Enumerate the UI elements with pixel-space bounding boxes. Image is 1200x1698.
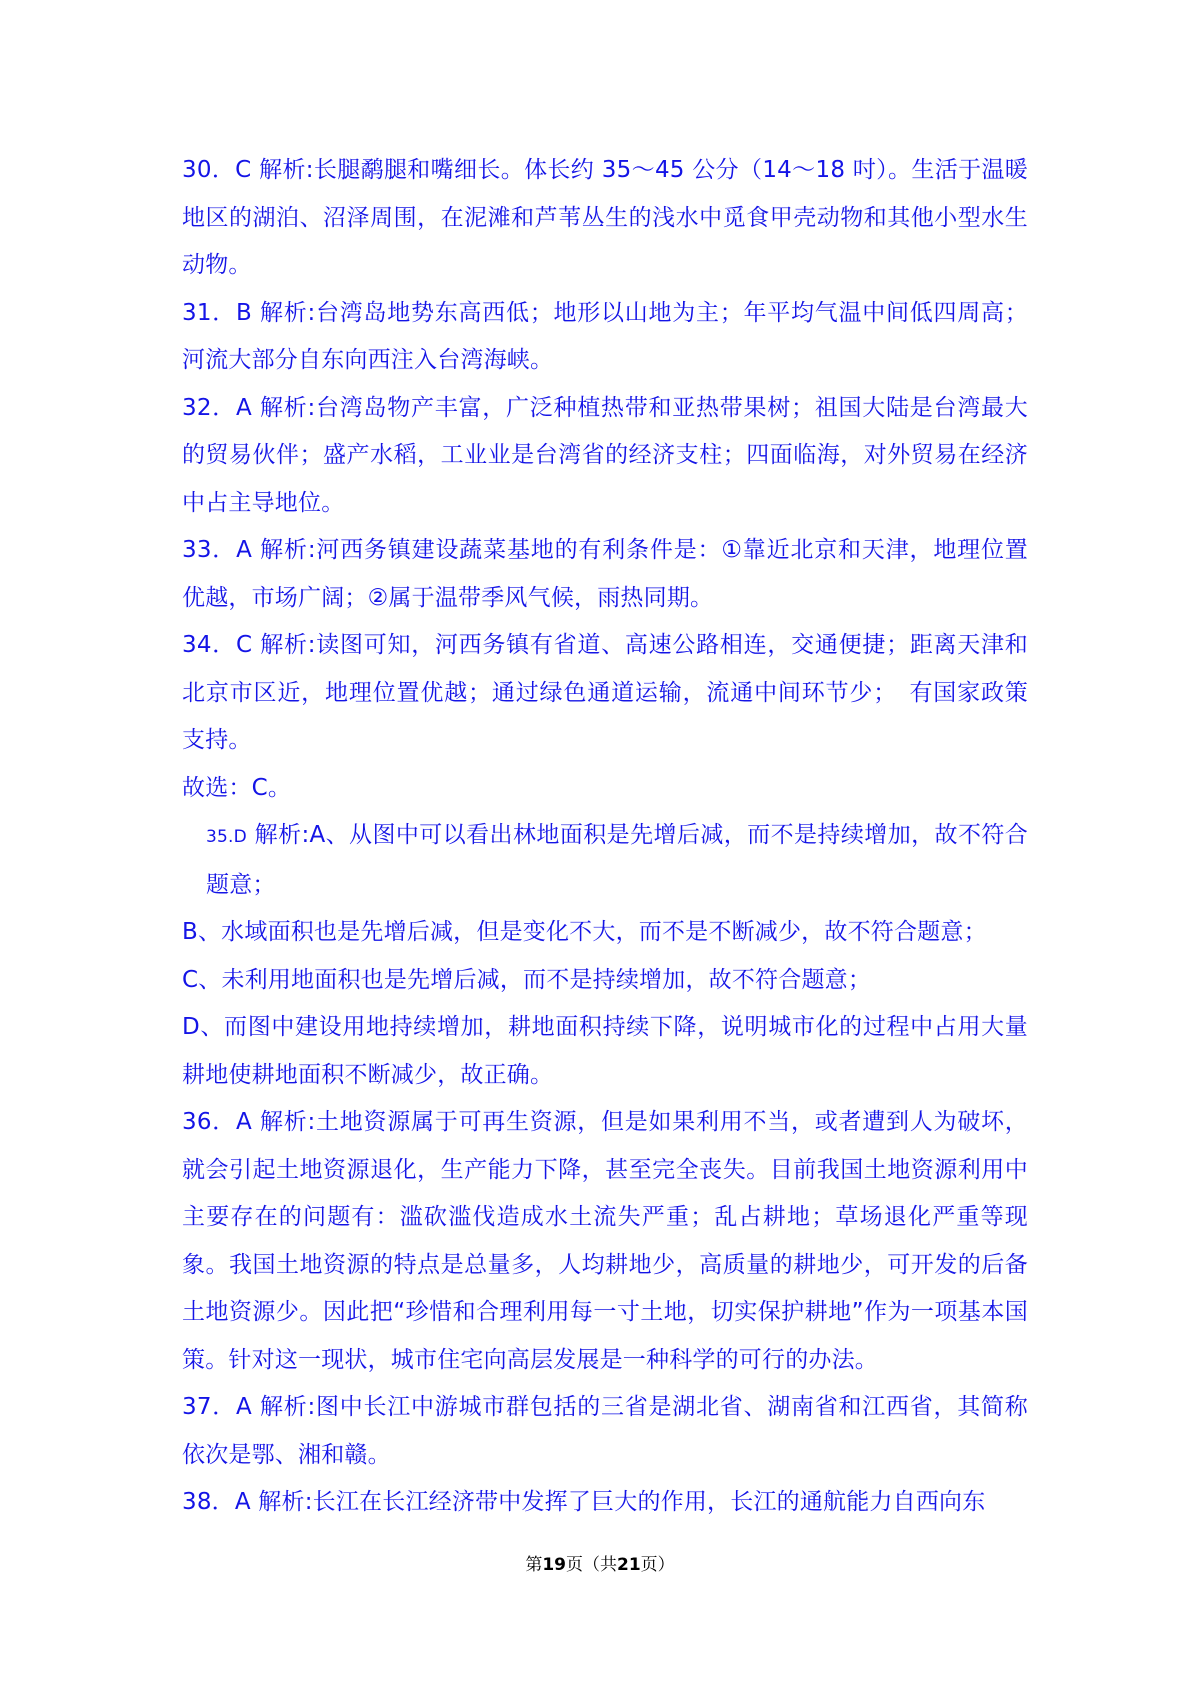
answer-35-option-b: B、水域面积也是先增后减，但是变化不大，而不是不断减少，故不符合题意；: [182, 919, 987, 945]
footer-suffix: 页）: [640, 1555, 675, 1575]
answer-30: 30．C 解析:长腿鹬腿和嘴细长。体长约 35～45 公分（14～18 吋）。生活于温暖地区的湖泊、沼泽周围，在泥滩和芦苇丛生的浅水中觅食甲壳动物和其他小型水生动物。: [182, 157, 1028, 278]
answer-35: [182, 812, 1028, 909]
answer-38: 38．A 解析:长江在长江经济带中发挥了巨大的作用，长江的通航能力自西向东: [182, 1489, 986, 1515]
footer-middle: 页（共: [566, 1555, 617, 1575]
footer-page-number: 19: [542, 1555, 566, 1575]
footer-total-pages: 21: [617, 1555, 641, 1575]
page-footer: [0, 1553, 1200, 1577]
answer-35-option-d: D、而图中建设用地持续增加，耕地面积持续下降，说明城市化的过程中占用大量耕地使耕地面积不断减少，故正确。: [182, 1014, 1028, 1088]
answer-35-text: 解析:A、从图中可以看出林地面积是先增后减，而不是持续增加，故不符合题意；: [206, 822, 1028, 898]
answer-32: 32．A 解析:台湾岛物产丰富，广泛种植热带和亚热带果树；祖国大陆是台湾最大的贸易伙伴；盛产水稻，工业业是台湾省的经济支柱；四面临海，对外贸易在经济中占主导地位。: [182, 394, 1028, 516]
answer-33: 33．A 解析:河西务镇建设蔬菜基地的有利条件是：①靠近北京和天津，地理位置优越，市场广阔；②属于温带季风气候，雨热同期。: [182, 537, 1028, 611]
answer-explanations: [182, 147, 1028, 1527]
answer-36: 36．A 解析:土地资源属于可再生资源，但是如果利用不当，或者遭到人为破坏，就会引起土地资源退化，生产能力下降，甚至完全丧失。目前我国土地资源利用中主要存在的问题有：滥砍滥伐造成水土流失严重；乱占耕地；草场退化严重等现象。我国土地资源的特点是总量多，人均耕地少，高质量的耕地少，可开发的后备土地资源少。因此把“珍惜和合理利用每一寸土地，切实保护耕地”作为一项基本国策。针对这一现状，城市住宅向高层发展是一种科学的可行的办法。: [182, 1109, 1028, 1373]
answer-35-option-c: C、未利用地面积也是先增后减，而不是持续增加，故不符合题意；: [182, 966, 872, 993]
answer-37: 37．A 解析:图中长江中游城市群包括的三省是湖北省、湖南省和江西省，其简称依次是鄂、湘和赣。: [182, 1394, 1028, 1468]
footer-prefix: 第: [525, 1555, 543, 1575]
answer-34: 34．C 解析:读图可知，河西务镇有省道、高速公路相连，交通便捷；距离天津和北京市区近，地理位置优越；通过绿色通道运输，流通中间环节少； 有国家政策支持。: [182, 632, 1028, 753]
answer-35-number: 35.D: [206, 827, 247, 847]
answer-34-conclusion: 故选：C。: [182, 774, 292, 801]
answer-31: 31．B 解析:台湾岛地势东高西低；地形以山地为主；年平均气温中间低四周高；河流大部分自东向西注入台湾海峡。: [182, 299, 1028, 373]
